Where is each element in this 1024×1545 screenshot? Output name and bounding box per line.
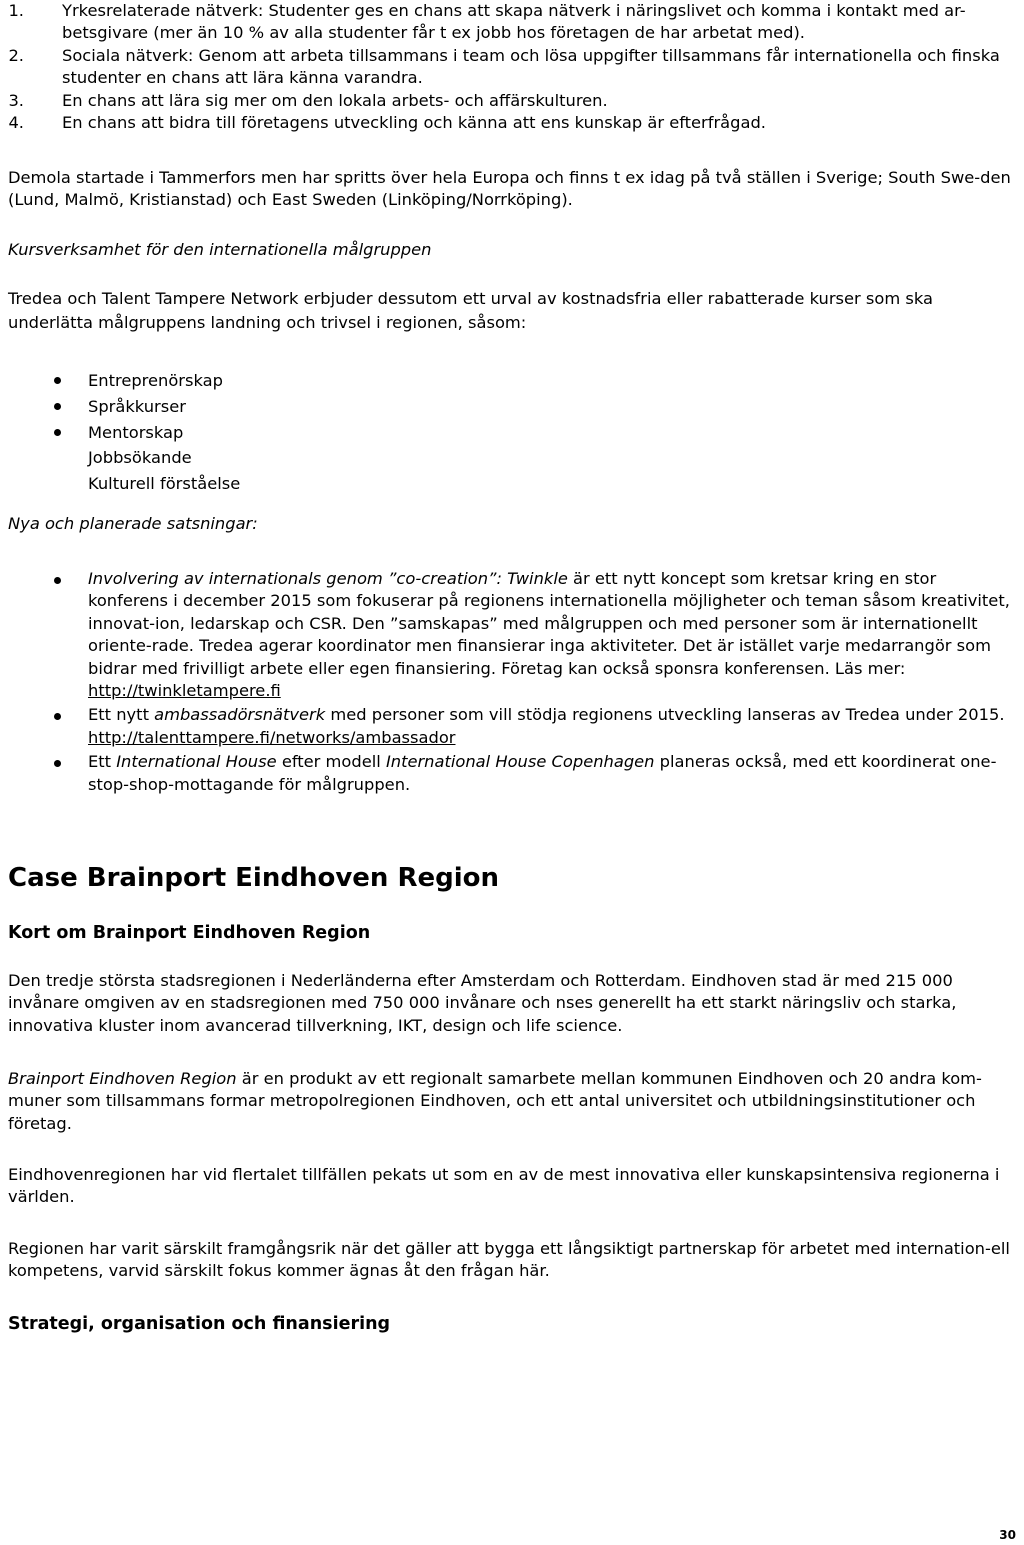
list-item — [50, 471, 240, 497]
list-text: Yrkesrelaterade nätverk: Studenter ges en chans att skapa nätverk i näringslivet och komma i kontakt med ar-betsgivare (mer än 10 % av alla studenter får t ex jobb hos företagen de har arbetat med). — [62, 1, 966, 43]
bullet-icon — [54, 429, 61, 436]
nya-heading — [8, 513, 1016, 535]
page-number: 30 — [999, 1528, 1016, 1542]
list-item-twinkle — [50, 568, 1018, 702]
list-text: Kulturell förståelse — [88, 474, 241, 494]
bullet-icon — [54, 760, 61, 767]
demola-paragraph: Demola startade i Tammerfors men har spritts över hela Europa och finns t ex idag på två ställen i Sverige; South Swe-den (Lund, Malmö, Kristianstad) och East Sweden (Linköping/Norrköping). — [8, 168, 1011, 210]
list-text: En chans att lära sig mer om den lokala arbets- och affärskulturen. — [62, 90, 608, 110]
paragraph-innovative: Eindhovenregionen har vid flertalet tillfällen pekats ut som en av de mest innovativa eller kunskapsintensiva regionerna i världen. — [8, 1165, 1000, 1207]
ambassador-text: med personer som vill stödja regionens utveckling lanseras av Tredea under 2015. — [325, 705, 1005, 725]
numbered-list — [8, 0, 1008, 134]
house-text: planeras också, med ett koordinerat one-stop-shop-mottagande för målgruppen. — [88, 752, 997, 794]
list-item — [50, 368, 240, 394]
kurs-heading — [8, 239, 1016, 261]
list-number: 4. — [8, 113, 24, 133]
house-mid: efter modell — [276, 752, 386, 772]
list-item — [8, 0, 1008, 45]
list-item — [8, 112, 1008, 134]
list-item-ambassador — [50, 704, 1018, 749]
brainport-text: är en produkt av ett regionalt samarbete mellan kommunen Eindhoven och 20 andra kom-muner som tillsammans formar metropolregionen Eindhoven, och ett antal universitet och utbildningsinstitutioner och företag. — [8, 1069, 982, 1133]
house-italic-2: International House Copenhagen — [385, 752, 655, 772]
list-number: 3. — [8, 90, 24, 110]
list-number: 2. — [8, 45, 24, 65]
initiatives-list — [50, 568, 1018, 798]
list-text: En chans att bidra till företagens utveckling och känna att ens kunskap är efterfrågad. — [62, 113, 766, 133]
brainport-name: Brainport Eindhoven Region — [8, 1069, 237, 1088]
list-item — [50, 394, 240, 420]
house-italic-1: International House — [116, 752, 277, 772]
twinkle-intro: Involvering av internationals genom ”co-creation”: Twinkle — [88, 569, 568, 588]
list-item — [50, 445, 240, 471]
strategi-heading: Strategi, organisation och finansiering — [8, 1314, 391, 1334]
house-pre: Ett — [88, 752, 117, 772]
list-text: Språkkurser — [88, 396, 186, 416]
paragraph-brainport — [8, 1068, 1016, 1135]
list-text: Mentorskap — [88, 422, 184, 442]
paragraph-partnership: Regionen har varit särskilt framgångsrik när det gäller att bygga ett långsiktigt partnerskap för arbetet med internation-ell kompetens, varvid särskilt fokus kommer ägnas åt den frågan här. — [8, 1239, 1010, 1281]
kort-heading: Kort om Brainport Eindhoven Region — [8, 923, 371, 943]
ambassador-italic: ambassadörsnätverk — [154, 705, 326, 725]
case-heading: Case Brainport Eindhoven Region — [8, 863, 500, 893]
ambassador-link[interactable]: http://talenttampere.fi/networks/ambassador — [88, 727, 456, 747]
nya-heading-text: Nya och planerade satsningar: — [8, 514, 258, 533]
list-item-international-house — [50, 751, 1018, 796]
list-text: Sociala nätverk: Genom att arbeta tillsammans i team och lösa uppgifter tillsammans får internationella och finska studenter en chans att lära känna varandra. — [62, 45, 1000, 88]
twinkle-text: är ett nytt koncept som kretsar kring en stor konferens i december 2015 som fokuserar på regionens internationella möjligheter och teman såsom kreativitet, innovat-ion, ledarskap och CSR. Den ”samskapas” med målgruppen och med personer som är internationellt oriente-rade. Tredea agerar koordinator men finansierar inga aktiviteter. Det är istället varje medarrangör som bidrar med frivilligt arbete eller egen finansiering. Företag kan också sponsra konferensen. Läs mer: — [88, 569, 1010, 678]
list-text: Jobbsökande — [88, 448, 192, 468]
kurs-paragraph: Tredea och Talent Tampere Network erbjuder dessutom ett urval av kostnadsfria eller rabatterade kurser som ska underlätta målgruppens landning och trivsel i regionen, såsom: — [8, 289, 933, 332]
bullet-icon — [54, 377, 61, 384]
list-item — [50, 420, 240, 446]
course-list — [50, 368, 240, 497]
twinkle-link[interactable]: http://twinkletampere.fi — [88, 681, 281, 701]
list-item — [8, 45, 1008, 90]
bullet-icon — [54, 403, 61, 410]
list-text: Entreprenörskap — [88, 371, 223, 390]
kurs-heading-text: Kursverksamhet för den internationella målgruppen — [8, 240, 432, 259]
list-number: 1. — [8, 1, 24, 20]
bullet-icon — [54, 713, 61, 720]
ambassador-pre: Ett nytt — [88, 705, 155, 725]
bullet-icon — [54, 577, 61, 584]
paragraph-intro: Den tredje största stadsregionen i Nederländerna efter Amsterdam och Rotterdam. Eindhoven stad är med 215 000 invånare omgiven av en stadsregionen med 750 000 invånare och nses generellt ha ett starkt näringsliv och starka, innovativa kluster inom avancerad tillverkning, IKT, design och life science. — [8, 971, 957, 1035]
list-item — [8, 90, 1008, 112]
